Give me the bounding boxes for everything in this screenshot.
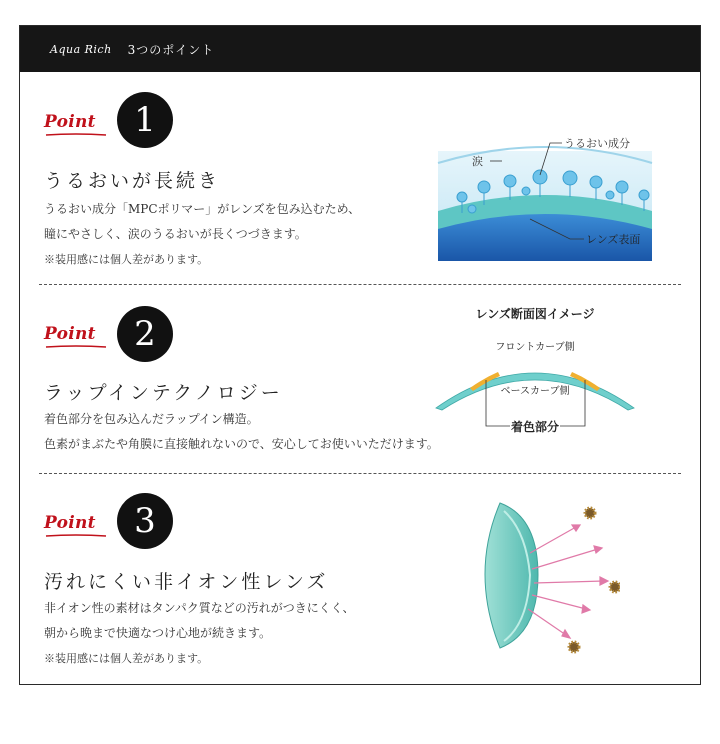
repel-arrows: [528, 525, 608, 638]
point-title-3: 汚れにくい非イオン性レンズ: [44, 571, 329, 593]
header-bar: [20, 26, 700, 72]
body-line: 色素がまぶたや角膜に直接触れないので、安心してお使いいただけます。: [44, 437, 439, 451]
point-body-3: [44, 596, 355, 671]
moisture-component-label: うるおい成分: [564, 137, 630, 150]
point-section-2: [20, 284, 700, 473]
point-number-2: 2: [117, 306, 173, 362]
point-title-2: ラップインテクノロジー: [44, 382, 283, 404]
point-body-2: [44, 407, 439, 457]
point-number-1: 1: [117, 92, 173, 148]
front-curve-label: フロントカーブ側: [495, 342, 575, 353]
point-title-1: うるおいが長続き: [44, 170, 221, 192]
body-line: 瞳にやさしく、涙のうるおいが長くつづきます。: [44, 227, 307, 241]
lens-cross-section-illustration: [430, 298, 640, 458]
dirt-repel-lens-illustration: [470, 483, 620, 683]
point-label-2: [44, 324, 96, 344]
header-title: 3つのポイント: [127, 42, 215, 57]
point-label-3: [44, 513, 96, 533]
point-underline: [44, 534, 108, 537]
point-section-3: [20, 473, 700, 685]
tear-label: 涙: [472, 155, 483, 168]
point-label-text: Point: [44, 112, 96, 132]
colored-part-label: 着色部分: [510, 420, 560, 434]
point-label-text: Point: [44, 324, 96, 344]
body-line: 朝から晩まで快適なつけ心地が続きます。: [44, 626, 272, 640]
body-line: うるおい成分「MPCポリマー」がレンズを包み込むため、: [44, 202, 361, 216]
point-label-1: [44, 112, 96, 132]
disclaimer-note: ※装用感には個人差があります。: [44, 652, 209, 665]
point-underline: [44, 345, 108, 348]
lens-surface-label: レンズ表面: [586, 233, 641, 246]
body-line: 着色部分を包み込んだラップイン構造。: [44, 412, 259, 426]
point-section-1: [20, 72, 700, 284]
point-label-text: Point: [44, 513, 96, 533]
body-line: 非イオン性の素材はタンパク質などの汚れがつきにくく、: [44, 601, 355, 615]
cross-section-heading: レンズ断面図イメージ: [475, 307, 595, 321]
point-number-3: 3: [117, 493, 173, 549]
content-frame: [19, 25, 701, 685]
disclaimer-note: ※装用感には個人差があります。: [44, 253, 209, 266]
point-underline: [44, 133, 108, 136]
base-curve-label: ベースカーブ側: [500, 386, 570, 397]
moisture-lens-illustration: [420, 107, 680, 267]
brand-logo-text: Aqua Rich: [50, 42, 112, 56]
point-body-1: [44, 197, 360, 272]
